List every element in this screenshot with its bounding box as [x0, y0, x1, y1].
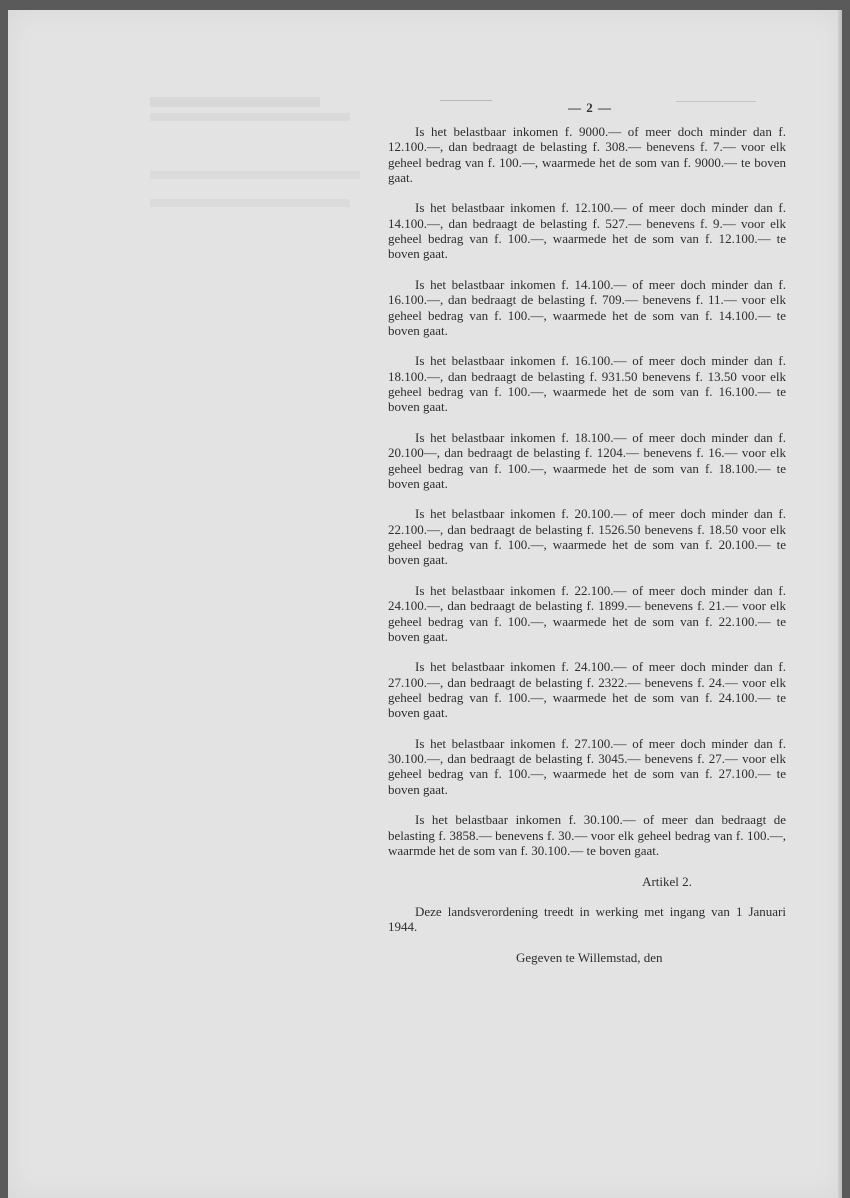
header-rule-right	[676, 101, 756, 102]
tax-bracket-paragraph: Is het belastbaar inkomen f. 9000.— of meer doch minder dan f. 12.100.—, dan bedraagt de belasting f. 308.— benevens f. 7.— voor elk geheel bedrag van f. 100.—, waarmede het de som van f. 9000.— te boven gaat.	[388, 124, 786, 185]
tax-bracket-paragraph: Is het belastbaar inkomen f. 18.100.— of meer doch minder dan f. 20.100—, dan bedraagt de belasting f. 1204.— benevens f. 16.— voor elk geheel bedrag van f. 100.—, waarmede het de som van f. 18.100.— te boven gaat.	[388, 429, 786, 491]
tax-bracket-paragraph: Is het belastbaar inkomen f. 27.100.— of meer doch minder dan f. 30.100.—, dan bedraagt de belasting f. 3045.— benevens f. 27.— voor elk geheel bedrag van f. 100.—, waarmede het de som van f. 27.100.— te boven gaat.	[388, 735, 786, 797]
bleed-through-text	[150, 97, 370, 207]
tax-bracket-paragraph: Is het belastbaar inkomen f. 20.100.— of meer doch minder dan f. 22.100.—, dan bedraagt de belasting f. 1526.50 benevens f. 18.50 voor elk geheel bedrag van f. 100.—, waarmede het de som van f. 20.100.— te boven gaat.	[388, 506, 786, 568]
tax-bracket-paragraph: Is het belastbaar inkomen f. 12.100.— of meer doch minder dan f. 14.100.—, dan bedraagt de belasting f. 527.— benevens f. 9.— voor elk geheel bedrag van f. 100.—, waarmede het de som van f. 12.100.— te boven gaat.	[388, 200, 786, 262]
article-text: Deze landsverordening treedt in werking met ingang van 1 Januari 1944.	[388, 904, 786, 935]
text-column	[388, 124, 786, 965]
article-heading: Artikel 2.	[642, 873, 692, 889]
tax-bracket-paragraph: Is het belastbaar inkomen f. 22.100.— of meer doch minder dan f. 24.100.—, dan bedraagt de belasting f. 1899.— benevens f. 21.— voor elk geheel bedrag van f. 100.—, waarmede het de som van f. 22.100.— te boven gaat.	[388, 582, 786, 644]
tax-bracket-paragraph: Is het belastbaar inkomen f. 16.100.— of meer doch minder dan f. 18.100.—, dan bedraagt de belasting f. 931.50 benevens f. 13.50 voor elk geheel bedrag van f. 100.—, waarmede het de som van f. 16.100.— te boven gaat.	[388, 353, 786, 415]
tax-bracket-paragraph: Is het belastbaar inkomen f. 14.100.— of meer doch minder dan f. 16.100.—, dan bedraagt de belasting f. 709.— benevens f. 11.— voor elk geheel bedrag van f. 100.—, waarmede het de som van f. 14.100.— te boven gaat.	[388, 276, 786, 338]
page-number: — 2 —	[568, 100, 612, 115]
tax-bracket-paragraph: Is het belastbaar inkomen f. 30.100.— of meer dan bedraagt de belasting f. 3858.— benevens f. 30.— voor elk geheel bedrag van f. 100.—, waarmde het de som van f. 30.100.— te boven gaat.	[388, 812, 786, 858]
header-rule-left	[440, 100, 492, 101]
closing-line: Gegeven te Willemstad, den	[516, 950, 663, 966]
page-edge	[838, 10, 842, 1198]
tax-bracket-paragraph: Is het belastbaar inkomen f. 24.100.— of meer doch minder dan f. 27.100.—, dan bedraagt de belasting f. 2322.— benevens f. 24.— voor elk geheel bedrag van f. 100.—, waarmede het de som van f. 24.100.— te boven gaat.	[388, 659, 786, 721]
